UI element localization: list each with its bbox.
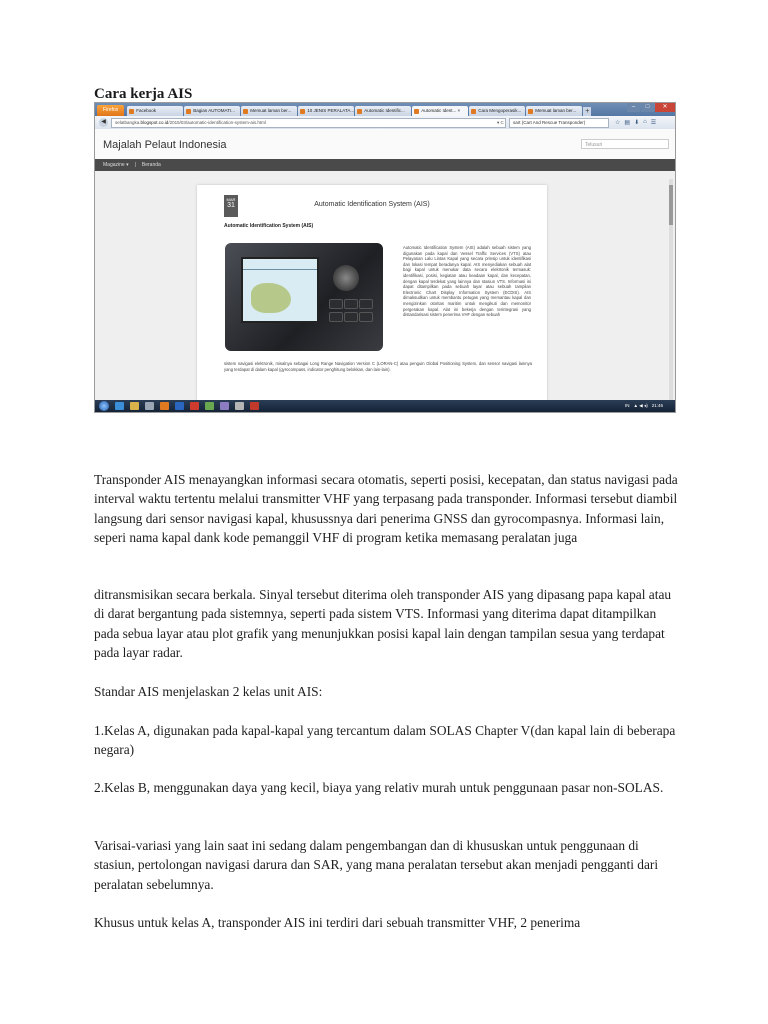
menu-item-magazine: Magazine ▾ [103,162,129,168]
system-tray: IN ▲ ◀ ◂) 21:46 [625,403,663,408]
tray-icons: ▲ ◀ ◂) [633,403,648,408]
paragraph: Standar AIS menjelaskan 2 kelas unit AIS: [94,684,323,699]
blog-menu [95,159,675,171]
reload-icon: ▾ C [496,119,505,125]
browser-search-field: sart (Cart And Rescue Transponder) [509,118,609,128]
star-icon: ☆ [615,120,621,126]
browser-tab: Memuat laman ber... [241,106,297,116]
browser-tab: Bagian AUTOMATI... [184,106,240,116]
paragraph: 1.Kelas A, digunakan pada kapal-kapal yang tercantum dalam SOLAS Chapter V(dan kapal lain di beberapa negara) [94,723,676,758]
page-scrollbar [669,179,673,401]
paragraph: Transponder AIS menayangkan informasi secara otomatis, seperti posisi, kecepatan, dan status navigasi pada interval waktu tertentu melalui transmitter VHF yang terpasang pada transponder. Informasi tersebut diambil langsung dari sensor navigasi kapal, khusussnya dari penerima GNSS dan gyrocompasnya. Informasi lain, seperi nama kapal dank kode pemanggil VHF di program ketika memasang peralatan juga [94,472,678,546]
browser-tab: 10 JENIS PERALATA... [298,106,354,116]
app-icon [205,402,214,410]
maximize-icon: □ [641,103,654,112]
address-bar: selatbangka.blogspot.co.id/2015/03/automatic-identification-system-ais.html ▾ C [111,118,506,128]
browser-nav-bar [95,116,675,129]
device-knob [333,265,359,291]
browser-tab: Facebook [127,106,183,116]
blog-article [197,185,547,403]
firefox-icon [160,402,169,410]
device-screen [241,257,319,323]
back-arrow-icon: ◀ [99,118,108,127]
blog-title: Majalah Pelaut Indonesia [103,139,227,151]
tab-favicon-icon [357,109,362,114]
media-icon [190,402,199,410]
paragraph: Khusus untuk kelas A, transponder AIS ini terdiri dari sebuah transmitter VHF, 2 penerima [94,915,581,930]
date-badge: MAR 31 [224,195,238,217]
blog-search-box: Telusuri [581,139,669,149]
browser-tab: Automatic Identific... [355,106,411,116]
browser-tab-active: Automatic Ident... × [412,106,468,116]
article-body-right: Automatic Identification System (AIS) adalah sebuah sistem yang digunakan pada kapal dan Vessel Traffic Services (VTS) atau Pelayanan Lalu Lintas Kapal yang secara prinsip untuk identifikasi dan lokasi tempat beradanya kapal. AIS menyediakan sebuah alat bagi kapal untuk menukar data secara elektronik termasuk: identifikasi, posisi, kegiatan atau keadaan kapal, dan kecepatan, dengan kapal terdekat yang lainnya dan stasiun VTS. Informasi ini dapat ditampilkan pada sebuah layar atau sebuah tampilan Electronic Chart Display Information System (ECDIS). AIS dimaksudkan untuk membantu petugas yang memantau kapal dan mengizinkan otoritas maritim untuk mengikuti dan memonitor pergerakan kapal. Alat ini bekerja dengan terintegrasi yang distandarisasi sistem penerima VHF dengan sebuah [403,245,531,318]
app-icon [235,402,244,410]
start-button-icon [99,401,109,411]
tab-favicon-icon [129,109,134,114]
home-icon: ⌂ [643,119,647,125]
tab-favicon-icon [528,109,533,114]
blog-header [95,129,675,160]
ais-device-image [225,243,383,351]
tab-favicon-icon [300,109,305,114]
paragraph: ditransmisikan secara berkala. Sinyal tersebut diterima oleh transponder AIS yang dipasang papa kapal atau di darat bergantung pada sistemnya, seperti pada sistem VTS. Informasi yang diterima dapat ditampilkan pada sebua layar atau plot grafik yang menunjukkan posisi kapal lain dengan tampilan sesua yang terdapat pada layar radar. [94,587,672,661]
download-icon: ⬇ [634,120,640,126]
bookmarks-icon: ▤ [624,120,631,126]
article-body-bottom: sistem navigasi elektronik, misalnya sebagai Long Range Navigation Version C (LORAN-C) atau penguin Global Positioning System, dan sensor navigasi lainnya yang terdapat di dalam kapal (gyrocompass, indicator penghitung belokkan, dan lain-lain). [224,361,532,372]
firefox-menu-button: Firefox [97,105,124,116]
tab-favicon-icon [471,109,476,114]
tab-favicon-icon [414,109,419,114]
device-keypad [329,299,373,322]
paragraph: Varisai-variasi yang lain saat ini sedang dalam pengembangan dan di khususkan untuk penggunaan di stasiun, pertolongan navigasi darura dan SAR, yang mana peralatan tersebut akan menjadi pengganti dari peralatan sebelumnya. [94,838,659,892]
browser-tab-bar [95,103,675,116]
tab-favicon-icon [186,109,191,114]
word-icon [175,402,184,410]
folder-icon [130,402,139,410]
tab-favicon-icon [243,109,248,114]
clock: 21:46 [651,403,663,408]
menu-item-beranda: Beranda [141,162,161,168]
browser-tab: Memuat laman ber... [526,106,582,116]
toolbar-icons [615,119,656,126]
pdf-icon [250,402,259,410]
article-title: Automatic Identification System (AIS) [314,201,430,208]
new-tab-icon: + [585,108,590,115]
browser-tab: Cara Mengoperasik... [469,106,525,116]
app-icon [145,402,154,410]
paragraph: 2.Kelas B, menggunakan daya yang kecil, biaya yang relativ murah untuk penggunaan pasar non-SOLAS. [94,780,664,795]
minimize-icon: – [627,103,640,112]
windows-taskbar [95,400,675,412]
ie-icon [115,402,124,410]
app-icon [220,402,229,410]
menu-icon: ☰ [650,120,657,126]
close-icon: ✕ [655,103,675,112]
window-controls [626,103,675,113]
embedded-screenshot [94,102,676,413]
menu-separator: | [134,162,136,168]
article-subtitle: Automatic Identification System (AIS) [224,223,314,229]
document-title: Cara kerja AIS [94,86,193,102]
